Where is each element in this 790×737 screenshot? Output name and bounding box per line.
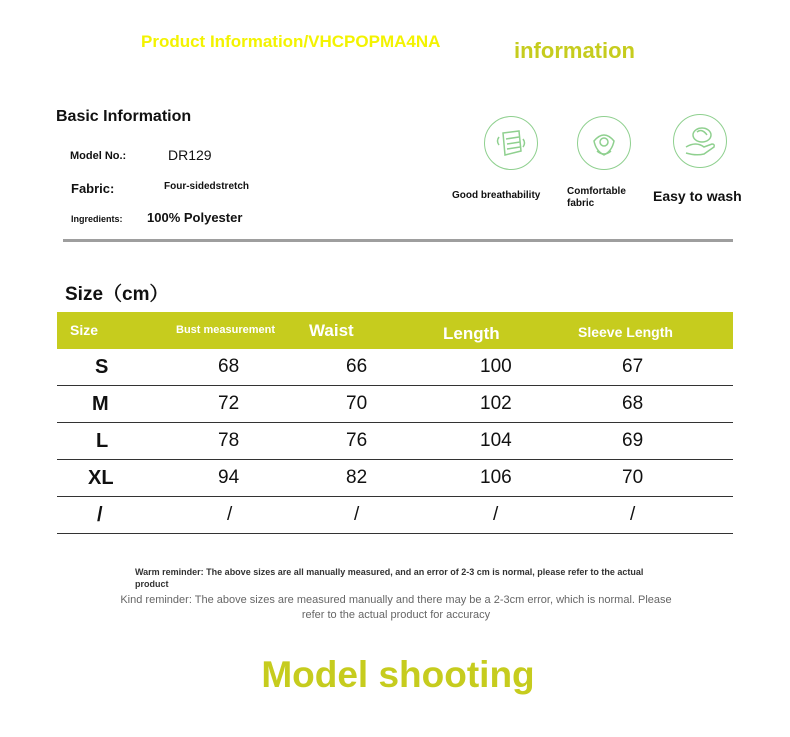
cell-sleeve: 69 (622, 430, 644, 451)
breathable-fabric-icon (484, 116, 538, 170)
cell-sleeve: 67 (622, 356, 644, 377)
cell-size: XL (88, 467, 114, 489)
model-value: DR129 (168, 147, 212, 163)
cell-length: 102 (480, 393, 512, 414)
cell-bust: / (227, 504, 233, 525)
fabric-label: Fabric: (71, 181, 115, 196)
table-row (57, 349, 733, 386)
table-header-row (57, 312, 733, 349)
table-row (57, 460, 733, 497)
cell-waist: 66 (346, 356, 368, 377)
cell-bust: 72 (218, 393, 240, 414)
cell-length: 104 (480, 430, 512, 451)
cell-sleeve: 70 (622, 467, 644, 488)
cell-size: / (97, 504, 103, 526)
ingredients-value: 100% Polyester (147, 210, 243, 225)
comfort-fabric-icon (577, 116, 631, 170)
cell-sleeve: 68 (622, 393, 644, 414)
table-row (57, 497, 733, 534)
header-sleeve-length: Sleeve Length (578, 324, 673, 340)
warm-reminder: Warm reminder: The above sizes are all manually measured, and an error of 2-3 cm is normal, please refer to the actual product (135, 567, 644, 589)
cell-size: S (95, 356, 109, 378)
cell-length: 106 (480, 467, 512, 488)
information-heading: information (514, 38, 635, 63)
kind-reminder: Kind reminder: The above sizes are measured manually and there may be a 2-3cm error, which is normal. Please refer to the actual product for accuracy (120, 594, 672, 621)
cell-sleeve: / (630, 504, 636, 525)
cell-size: M (92, 393, 109, 415)
fabric-value: Four-sidedstretch (164, 181, 250, 192)
section-divider (63, 239, 733, 242)
cell-waist: 76 (346, 430, 368, 451)
product-title: Product Information/VHCPOPMA4NA (141, 32, 441, 51)
cell-waist: 82 (346, 467, 368, 488)
feature-label-wash: Easy to wash (653, 188, 742, 204)
cell-waist: / (354, 504, 360, 525)
hand-wash-icon (673, 114, 727, 168)
header-length: Length (443, 324, 500, 343)
cell-bust: 68 (218, 356, 240, 377)
header-waist: Waist (309, 321, 354, 340)
model-shooting-heading: Model shooting (261, 654, 535, 695)
cell-length: 100 (480, 356, 512, 377)
header-size: Size (70, 322, 99, 338)
size-heading: Size（cm） (65, 284, 169, 305)
feature-label-comfortable: Comfortable fabric (567, 186, 626, 209)
cell-size: L (96, 430, 109, 452)
model-label: Model No.: (70, 150, 127, 162)
cell-length: / (493, 504, 499, 525)
cell-bust: 78 (218, 430, 240, 451)
table-row (57, 386, 733, 423)
cell-waist: 70 (346, 393, 368, 414)
table-row (57, 423, 733, 460)
ingredients-label: Ingredients: (71, 214, 123, 224)
feature-label-breathability: Good breathability (452, 190, 541, 201)
header-bust: Bust measurement (176, 324, 276, 336)
size-table (57, 312, 733, 534)
cell-bust: 94 (218, 467, 240, 488)
basic-info-heading: Basic Information (56, 108, 192, 125)
